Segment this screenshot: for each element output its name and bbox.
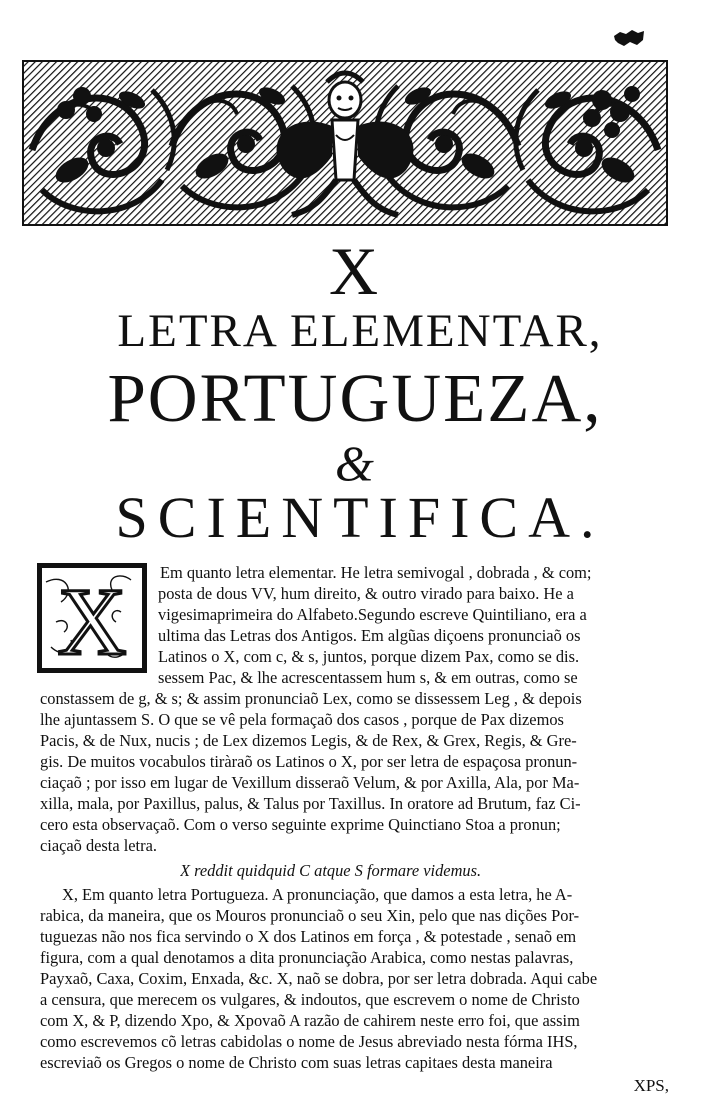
body-line: constassem de g, & s; & assim pronunciaõ Lex, como se dissessem Leg , & depois: [40, 689, 582, 708]
body-line: Em quanto letra elementar. He letra semivogal , dobrada , & com;: [160, 563, 592, 582]
body-line: Latinos o X, com c, & s, juntos, porque dizem Pax, como se dis.: [158, 647, 580, 666]
ornamental-headpiece: [22, 60, 668, 226]
latin-quote: X reddit quidquid C atque S formare videmus.: [180, 861, 482, 880]
body-line: com X, & P, dizendo Xpo, & Xpovaõ A razão de cahirem neste erro foi, que assim: [40, 1011, 580, 1030]
title-line-5: SCIENTIFICA.: [115, 485, 605, 550]
body-line: X, Em quanto letra Portugueza. A pronunciação, que damos a esta letra, he A-: [62, 885, 573, 904]
body-line: sessem Pac, & lhe acrescentassem hum s, & em outras, como se: [158, 668, 578, 687]
body-line: a censura, que merecem os vulgares, & indoutos, que escrevem o nome de Christo: [40, 990, 580, 1009]
body-line: ciaçaõ desta letra.: [40, 836, 157, 855]
title-line-3: PORTUGUEZA,: [107, 360, 603, 436]
body-line: Payxaõ, Caxa, Coxim, Enxada, &c. X, naõ se dobra, por ser letra dobrada. Aqui cabe: [40, 969, 598, 988]
body-line: posta de dous VV, hum direito, & outro virado para baixo. He a: [158, 584, 574, 603]
title-letter: X: [328, 233, 381, 309]
body-line: escreviaõ os Gregos o nome de Christo com suas letras capitaes desta maneira: [40, 1053, 553, 1072]
body-line: ciaçaõ ; por isso em lugar de Vexillum disseraõ Velum, & por Axilla, Ala, por Ma-: [40, 773, 580, 792]
body-line: cero esta observaçaõ. Com o verso seguinte exprime Quinctiano Stoa a pronun;: [40, 815, 561, 834]
body-line: gis. De muitos vocabulos tiràraõ os Latinos o X, por ser letra de espaçosa pronun-: [40, 752, 578, 771]
body-line: tuguezas não nos fica servindo o X dos Latinos em força , & potestade , senaõ em: [40, 927, 577, 946]
page-corner-blot: [612, 28, 646, 48]
body-line: como escrevemos cõ letras cabidolas o nome de Jesus abreviado nesta fórma IHS,: [40, 1032, 578, 1051]
drop-cap-ornament: [36, 562, 148, 674]
body-line: vigesimaprimeira do Alfabeto.Segundo escreve Quintiliano, era a: [158, 605, 587, 624]
title-line-2: LETRA ELEMENTAR,: [117, 305, 603, 357]
body-line: lhe ajuntassem S. O que se vê pela formaçaõ dos casos , porque de Pax dizemos: [40, 710, 564, 729]
body-line: Pacis, & de Nux, nucis ; de Lex dizemos Legis, & de Rex, & Grex, Regis, & Gre-: [40, 731, 577, 750]
body-line: rabica, da maneira, que os Mouros pronunciaõ o seu Xin, pelo que nas dições Por-: [40, 906, 580, 925]
body-line: figura, com a qual denotamos a dita pronunciação Arabica, como nestas palavras,: [40, 948, 574, 967]
catchword: XPS,: [633, 1076, 669, 1095]
title-ampersand: &: [335, 435, 374, 491]
body-line: ultima das Letras dos Antigos. Em algũas diçoens pronunciaõ os: [158, 626, 581, 645]
drop-cap-letter: X: [57, 568, 127, 674]
body-line: xilla, mala, por Paxillus, palus, & Talus por Taxillus. In oratore ad Brutum, faz Ci-: [40, 794, 581, 813]
